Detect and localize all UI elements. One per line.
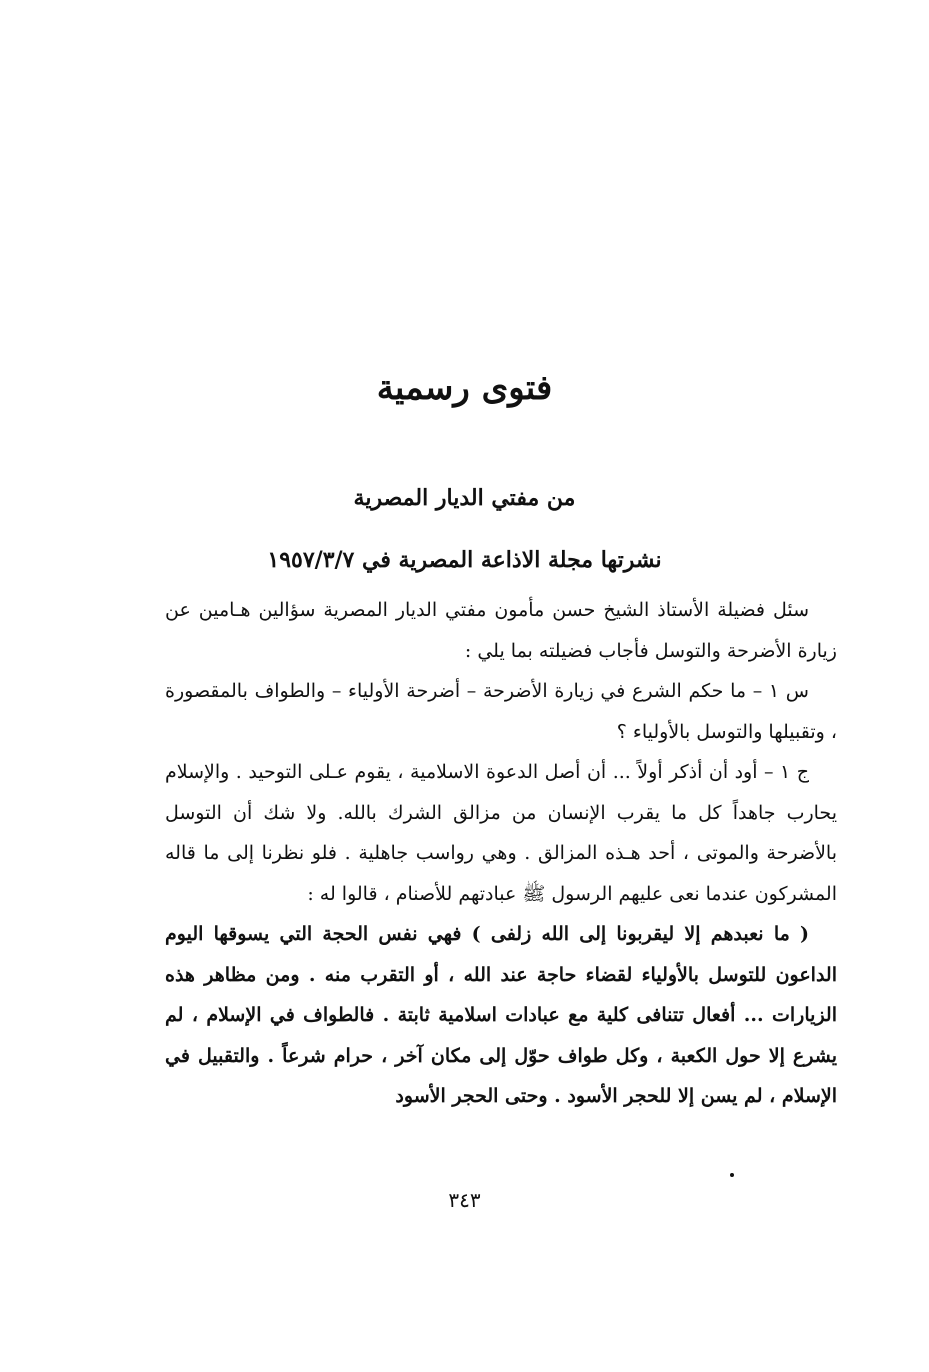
- answer-paragraph: ج ١ – أود أن أذكر أولاً ... أن أصل الدعوة الاسلامية ، يقوم عـلى التوحيد . والإسلام يحارب جاهداً كل ما يقرب الإنسان من مزالق الشرك بالله. ولا شك أن التوسل بالأضرحة والموتى ، أحد هـذه المزالق . وهي رواسب جاهلية . فلو نظرنا إلى ما قاله المشركون عندما نعى عليهم الرسول ﷺ عبادتهم للأصنام ، قالوا له :: [165, 761, 837, 905]
- page-title: فتوى رسمية: [376, 368, 553, 408]
- question-paragraph: س ١ – ما حكم الشرع في زيارة الأضرحة – أضرحة الأولياء – والطواف بالمقصورة ، وتقبيلها والتوسل بالأولياء ؟: [165, 680, 837, 743]
- intro-paragraph: سئل فضيلة الأستاذ الشيخ حسن مأمون مفتي الديار المصرية سؤالين هـامين عن زيارة الأضرحة والتوسل فأجاب فضيلته بما يلي :: [165, 599, 837, 662]
- source-subtitle: من مفتي الديار المصرية: [353, 485, 576, 511]
- ink-dot: [730, 1173, 734, 1177]
- publication-note: نشرتها مجلة الاذاعة المصرية في ١٩٥٧/٣/٧: [267, 547, 662, 573]
- page-number: ٣٤٣: [448, 1188, 481, 1212]
- answer-continuation-paragraph: ( ما نعبدهم إلا ليقربونا إلى الله زلفى ) فهي نفس الحجة التي يسوقها اليوم الداعون للتوسل بالأولياء لقضاء حاجة عند الله ، أو التقرب منه . ومن مظاهر هذه الزيارات ... أفعال تتنافى كلية مع عبادات اسلامية ثابتة . فالطواف في الإسلام ، لم يشرع إلا حول الكعبة ، وكل طواف حوّل إلى مكان آخر ، حرام شرعاً . والتقبيل في الإسلام ، لم يسن إلا للحجر الأسود . وحتى الحجر الأسود: [165, 923, 837, 1107]
- body-text: [165, 590, 837, 1117]
